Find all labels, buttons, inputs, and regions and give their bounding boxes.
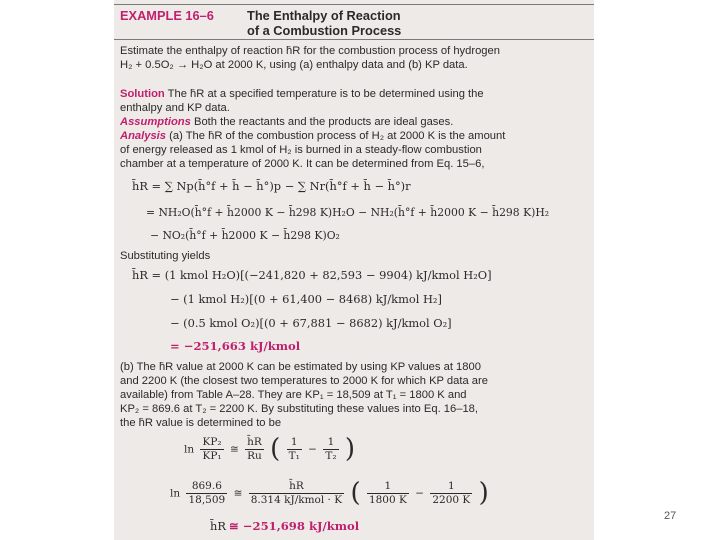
hr-symbol: h̄R	[247, 436, 262, 448]
approx-symbol-1: ≅	[229, 443, 239, 456]
part-b-line-1: (b) The h̄R value at 2000 K can be estimated by using KP values at 1800	[120, 361, 481, 373]
assumptions-line	[120, 116, 584, 129]
numeric-kp-fraction	[186, 480, 227, 507]
solution-label: Solution	[120, 88, 165, 100]
equation-vant-hoff-symbolic: ln $\frac{\text{KP₂}}{\text{KP₁}}$ ≅ $\frac{h̄R}{Ru}$ ( $\frac{1}{\text{T₁}}$ − $\frac{1}{\text{T₂}}$ )	[184, 434, 356, 464]
t2-value: 2200 K	[432, 494, 471, 506]
one-over-2200-fraction	[430, 480, 472, 507]
example-title-line2: of a Combustion Process	[247, 23, 402, 38]
hr-symbol-2: h̄R	[249, 480, 344, 494]
equation-vant-hoff-numeric: ln $\frac{869.6}{18,509}$ ≅ $\frac{h̄R}{\text{8.314 kJ/kmol · K}}$ ( $\frac{1}{1800 K}$ − $\frac{1}{2200 K}$ )	[170, 478, 489, 508]
result-part-a: = −251,663 kJ/kmol	[170, 339, 301, 353]
one-symbol-3: 1	[367, 480, 409, 494]
header-rule	[114, 39, 594, 40]
equation-3: − NO₂(h̄°f + h̄2000 K − h̄298 K)O₂	[150, 229, 340, 242]
part-b-line-2: and 2200 K (the closest two temperatures to 2000 K for which KP data are	[120, 375, 488, 387]
result-b-lhs: h̄R	[210, 519, 226, 533]
result-part-b	[210, 520, 584, 534]
t1-symbol: T₁	[288, 450, 300, 462]
analysis-label: Analysis	[120, 130, 167, 142]
one-symbol-1: 1	[287, 436, 302, 450]
equation-4: h̄R = (1 kmol H₂O)[(−241,820 + 82,593 − 9904) kJ/kmol H₂O]	[132, 268, 492, 282]
kp1-value: 18,509	[188, 494, 226, 506]
hr-over-ru-fraction	[245, 436, 264, 463]
numeric-hr-fraction	[249, 480, 344, 507]
intro-line-1: Estimate the enthalpy of reaction h̄R for the combustion process of hydrogen	[120, 45, 500, 57]
substituting-label: Substituting yields	[120, 250, 211, 262]
equation-6: − (0.5 kmol O₂)[(0 + 67,881 − 8682) kJ/kmol O₂]	[170, 316, 452, 330]
one-over-1800-fraction	[367, 480, 409, 507]
analysis-text-1: (a) The h̄R of the combustion process of H₂ at 2000 K is the amount	[169, 130, 506, 142]
ru-value: 8.314 kJ/kmol · K	[250, 494, 343, 506]
minus-symbol-2: −	[415, 487, 424, 500]
top-rule	[114, 4, 594, 5]
approx-symbol-2: ≅	[233, 487, 243, 500]
ru-symbol: Ru	[247, 450, 262, 462]
example-title-line1: The Enthalpy of Reaction	[247, 8, 401, 23]
solution-line-1	[120, 88, 584, 101]
kp1-symbol: KP₁	[202, 450, 222, 462]
equation-2: = NH₂O(h̄°f + h̄2000 K − h̄298 K)H₂O − NH₂(h̄°f + h̄2000 K − h̄298 K)H₂	[146, 206, 550, 219]
part-b-line-3: available) from Table A–28. They are KP₁ = 18,509 at T₁ = 1800 K and	[120, 389, 467, 401]
one-over-t2-fraction	[323, 436, 338, 463]
t2-symbol: T₂	[325, 450, 337, 462]
analysis-line-3: chamber at a temperature of 2000 K. It can be determined from Eq. 15–6,	[120, 158, 485, 170]
one-symbol-4: 1	[430, 480, 472, 494]
solution-text-1: The h̄R at a specified temperature is to be determined using the	[167, 88, 484, 100]
example-header	[120, 9, 584, 24]
assumptions-label: Assumptions	[120, 116, 191, 128]
part-b-line-4: KP₂ = 869.6 at T₂ = 2200 K. By substituting these values into Eq. 16–18,	[120, 403, 479, 415]
minus-symbol-1: −	[308, 443, 317, 456]
result-b-value: ≅ −251,698 kJ/kmol	[229, 519, 360, 533]
t1-value: 1800 K	[368, 494, 407, 506]
part-b-line-5: the h̄R value is determined to be	[120, 417, 282, 429]
one-over-t1-fraction	[287, 436, 302, 463]
ln-symbol-2: ln	[170, 487, 181, 500]
assumptions-text: Both the reactants and the products are ideal gases.	[193, 116, 454, 128]
one-symbol-2: 1	[323, 436, 338, 450]
example-label: EXAMPLE 16–6	[120, 8, 214, 23]
kp2-symbol: KP₂	[202, 436, 222, 448]
ln-symbol-1: ln	[184, 443, 195, 456]
textbook-page-image	[114, 0, 594, 540]
equation-1: h̄R = ∑ Np(h̄°f + h̄ − h̄°)p − ∑ Nr(h̄°f + h̄ − h̄°)r	[132, 179, 411, 193]
solution-line-2: enthalpy and KP data.	[120, 102, 230, 114]
analysis-line-2: of energy released as 1 kmol of H₂ is burned in a steady-flow combustion	[120, 144, 482, 156]
kp-ratio-fraction	[200, 436, 223, 463]
slide-page-number: 27	[664, 510, 677, 522]
equation-5: − (1 kmol H₂)[(0 + 61,400 − 8468) kJ/kmol H₂]	[170, 292, 442, 306]
intro-line-2: H₂ + 0.5O₂ → H₂O at 2000 K, using (a) enthalpy data and (b) KP data.	[120, 59, 468, 71]
kp2-value: 869.6	[186, 480, 227, 494]
analysis-line-1	[120, 130, 584, 143]
